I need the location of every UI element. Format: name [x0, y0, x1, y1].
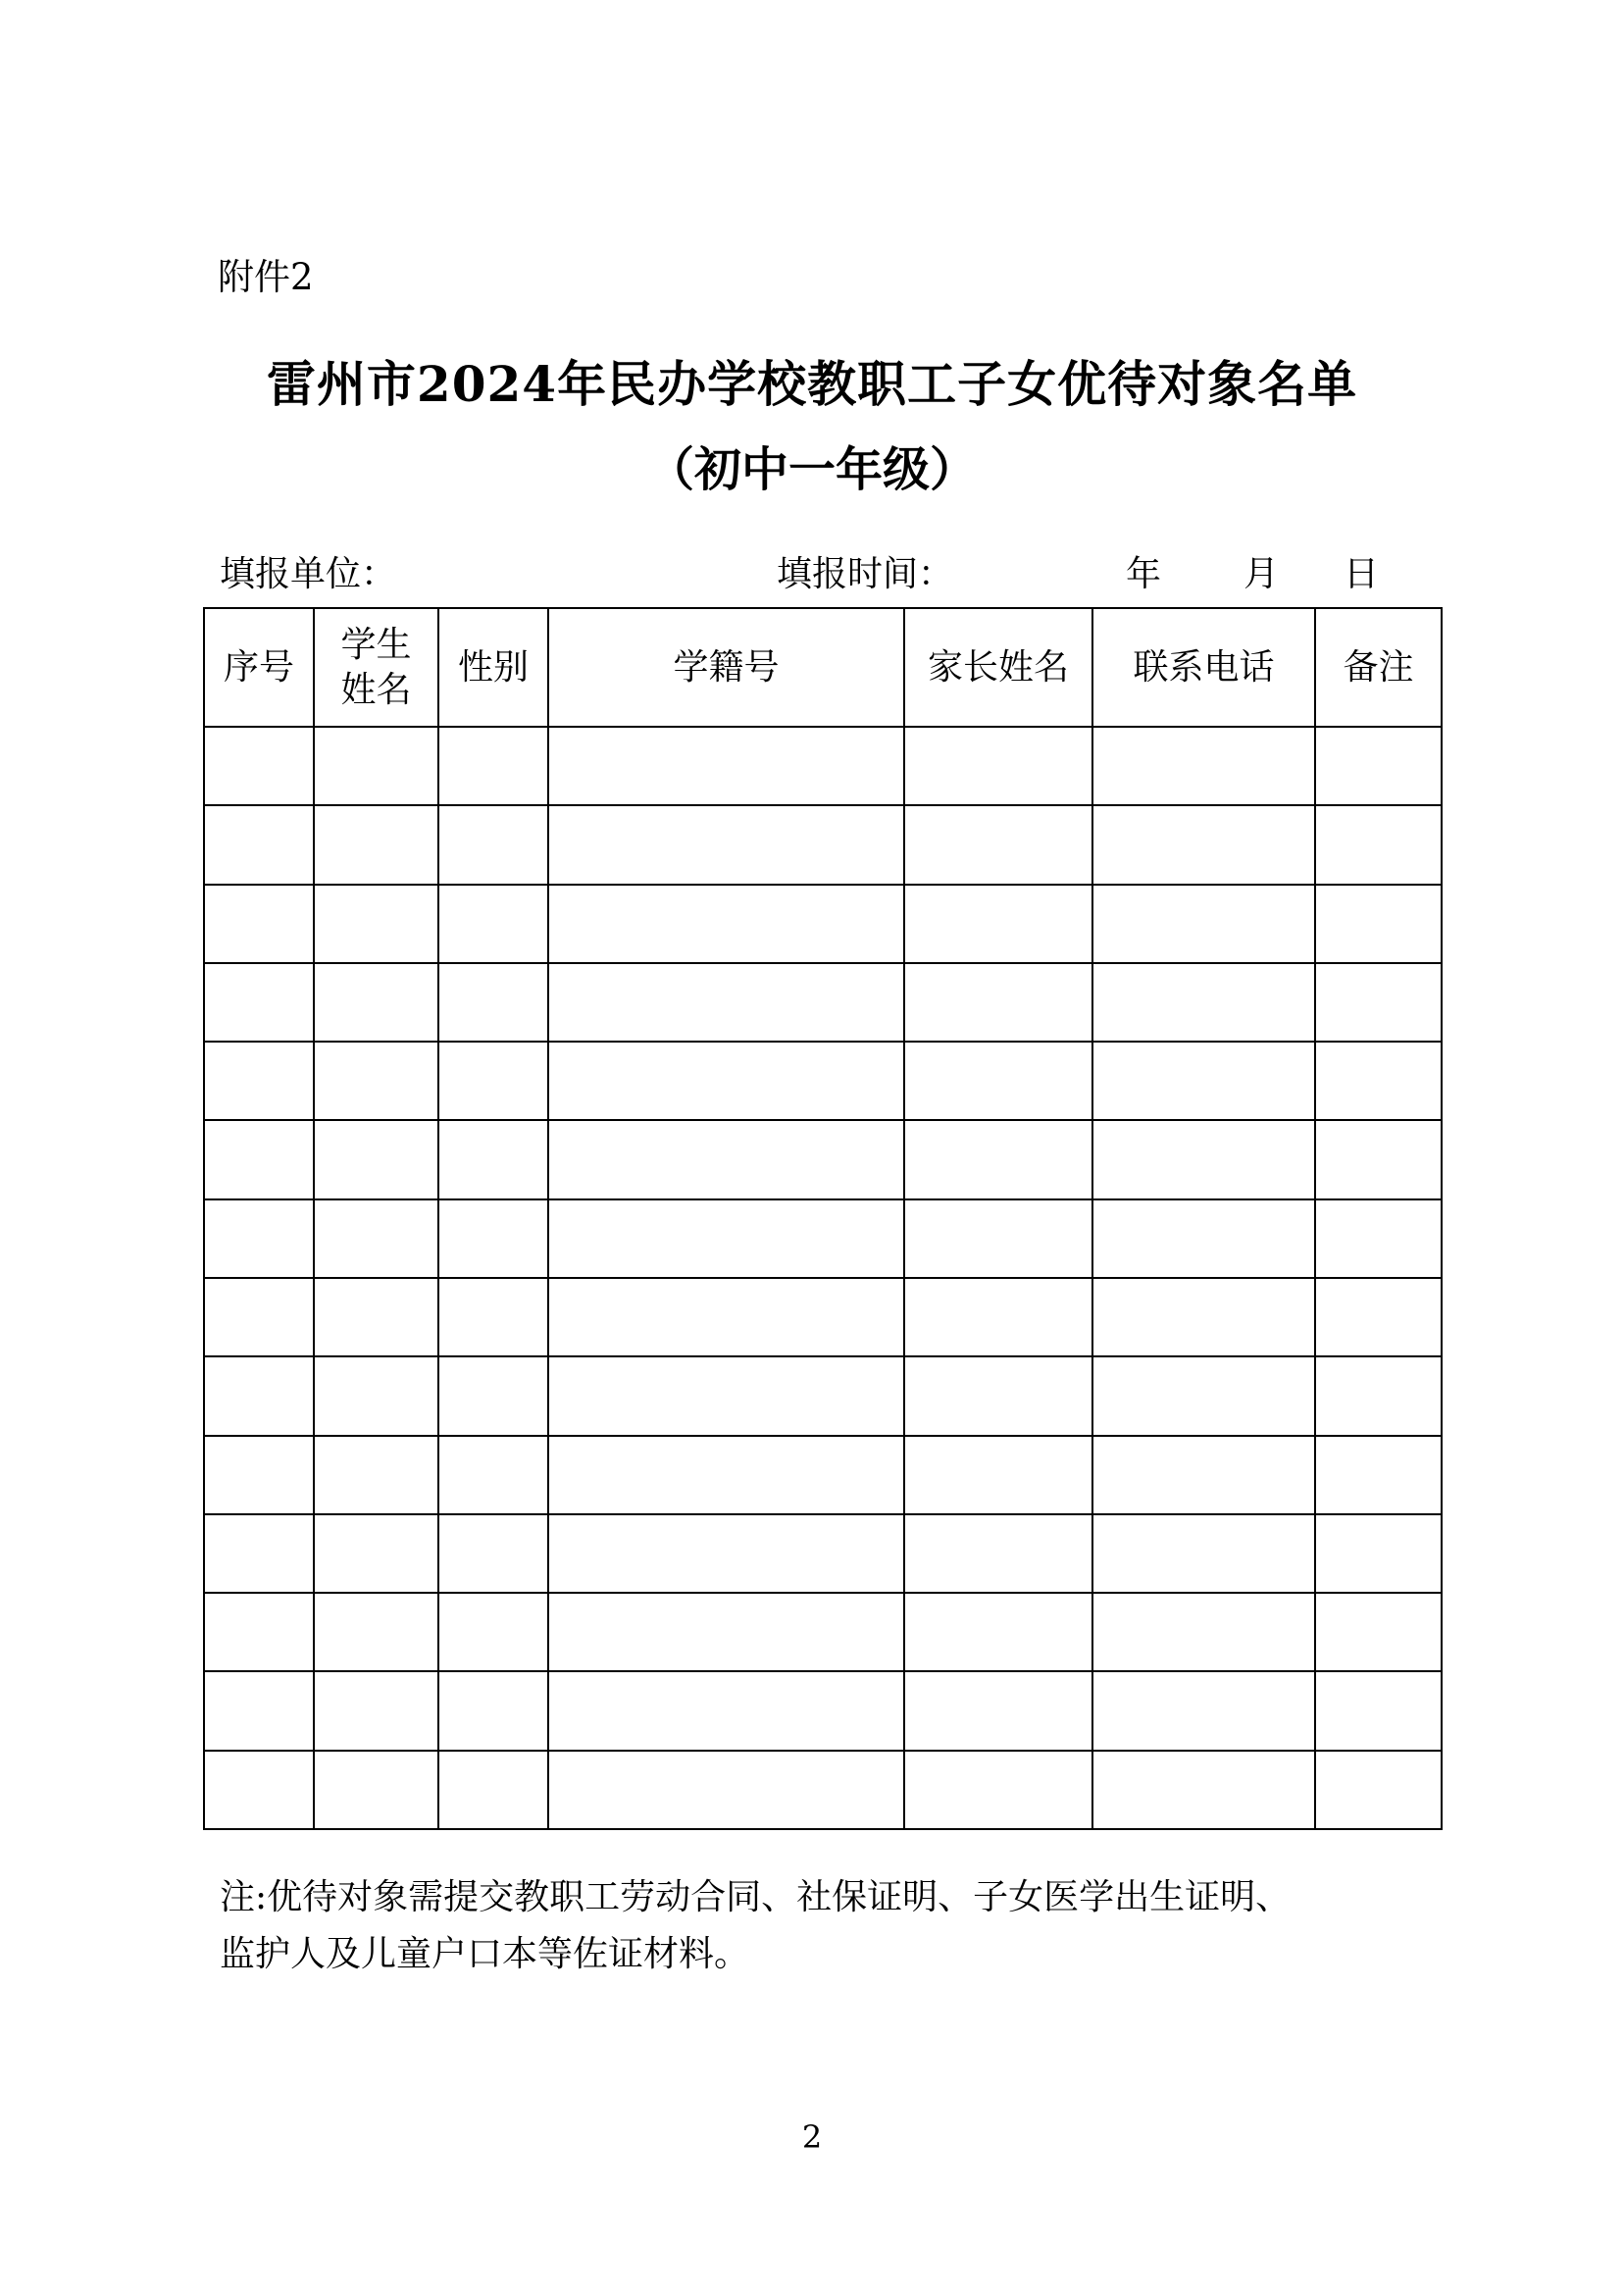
cell-gender[interactable] [438, 1751, 548, 1829]
cell-phone[interactable] [1092, 1120, 1315, 1198]
cell-phone[interactable] [1092, 963, 1315, 1042]
header-phone: 联系电话 [1092, 608, 1315, 727]
cell-student-id[interactable] [548, 1042, 904, 1120]
cell-seq[interactable] [204, 1042, 314, 1120]
cell-remarks[interactable] [1315, 1120, 1442, 1198]
cell-parent-name[interactable] [904, 1751, 1092, 1829]
cell-remarks[interactable] [1315, 1042, 1442, 1120]
cell-gender[interactable] [438, 963, 548, 1042]
cell-student-name[interactable] [314, 885, 438, 963]
cell-seq[interactable] [204, 1278, 314, 1356]
cell-seq[interactable] [204, 963, 314, 1042]
cell-seq[interactable] [204, 1671, 314, 1750]
cell-parent-name[interactable] [904, 1514, 1092, 1593]
table-row [204, 1593, 1442, 1671]
cell-parent-name[interactable] [904, 727, 1092, 805]
cell-gender[interactable] [438, 727, 548, 805]
table-row [204, 1436, 1442, 1514]
document-title: 雷州市2024年民办学校教职工子女优待对象名单 [266, 355, 1358, 413]
table-row [204, 805, 1442, 884]
fill-day-label: 日 [1344, 554, 1380, 594]
header-parent-name: 家长姓名 [904, 608, 1092, 727]
cell-remarks[interactable] [1315, 1199, 1442, 1278]
cell-student-id[interactable] [548, 1514, 904, 1593]
table-row [204, 1199, 1442, 1278]
cell-remarks[interactable] [1315, 1356, 1442, 1435]
cell-phone[interactable] [1092, 727, 1315, 805]
header-remarks: 备注 [1315, 608, 1442, 727]
cell-remarks[interactable] [1315, 1514, 1442, 1593]
cell-student-name[interactable] [314, 727, 438, 805]
cell-parent-name[interactable] [904, 1042, 1092, 1120]
cell-phone[interactable] [1092, 1042, 1315, 1120]
cell-gender[interactable] [438, 1199, 548, 1278]
cell-seq[interactable] [204, 805, 314, 884]
cell-remarks[interactable] [1315, 963, 1442, 1042]
cell-student-name[interactable] [314, 1042, 438, 1120]
cell-phone[interactable] [1092, 805, 1315, 884]
cell-seq[interactable] [204, 1514, 314, 1593]
cell-phone[interactable] [1092, 1593, 1315, 1671]
cell-parent-name[interactable] [904, 963, 1092, 1042]
cell-student-id[interactable] [548, 805, 904, 884]
cell-gender[interactable] [438, 1120, 548, 1198]
cell-remarks[interactable] [1315, 885, 1442, 963]
cell-seq[interactable] [204, 1356, 314, 1435]
cell-remarks[interactable] [1315, 1278, 1442, 1356]
roster-table [203, 607, 1443, 1830]
table-row [204, 1751, 1442, 1829]
cell-parent-name[interactable] [904, 1671, 1092, 1750]
cell-student-id[interactable] [548, 1671, 904, 1750]
cell-gender[interactable] [438, 1356, 548, 1435]
table-row [204, 1671, 1442, 1750]
cell-student-id[interactable] [548, 1751, 904, 1829]
cell-student-name[interactable] [314, 1593, 438, 1671]
fill-unit-label: 填报单位： [220, 554, 397, 594]
table-row [204, 885, 1442, 963]
cell-phone[interactable] [1092, 1751, 1315, 1829]
cell-remarks[interactable] [1315, 727, 1442, 805]
cell-student-name[interactable] [314, 1436, 438, 1514]
cell-phone[interactable] [1092, 1356, 1315, 1435]
cell-phone[interactable] [1092, 1199, 1315, 1278]
header-student-id: 学籍号 [548, 608, 904, 727]
cell-phone[interactable] [1092, 885, 1315, 963]
cell-parent-name[interactable] [904, 1120, 1092, 1198]
cell-remarks[interactable] [1315, 1593, 1442, 1671]
cell-student-name[interactable] [314, 1278, 438, 1356]
cell-seq[interactable] [204, 885, 314, 963]
cell-gender[interactable] [438, 1671, 548, 1750]
header-student-name-line2: 姓名 [340, 669, 412, 710]
cell-parent-name[interactable] [904, 1278, 1092, 1356]
cell-gender[interactable] [438, 1514, 548, 1593]
cell-seq[interactable] [204, 1199, 314, 1278]
document-subtitle: （初中一年级） [646, 442, 977, 497]
cell-seq[interactable] [204, 727, 314, 805]
table-row [204, 1042, 1442, 1120]
header-student-name-line1: 学生 [340, 624, 412, 665]
table-row [204, 1356, 1442, 1435]
cell-parent-name[interactable] [904, 1199, 1092, 1278]
table-body [204, 727, 1442, 1829]
table-row [204, 1120, 1442, 1198]
table-row [204, 963, 1442, 1042]
cell-student-id[interactable] [548, 963, 904, 1042]
cell-parent-name[interactable] [904, 1356, 1092, 1435]
cell-student-name[interactable] [314, 963, 438, 1042]
cell-gender[interactable] [438, 885, 548, 963]
cell-student-name[interactable] [314, 1671, 438, 1750]
cell-student-id[interactable] [548, 1436, 904, 1514]
cell-remarks[interactable] [1315, 1436, 1442, 1514]
cell-seq[interactable] [204, 1593, 314, 1671]
cell-student-name[interactable] [314, 1751, 438, 1829]
cell-student-name[interactable] [314, 1120, 438, 1198]
footnote-line-1: 注:优待对象需提交教职工劳动合同、社保证明、子女医学出生证明、 [220, 1877, 1292, 1917]
cell-phone[interactable] [1092, 1514, 1315, 1593]
cell-gender[interactable] [438, 1436, 548, 1514]
cell-student-id[interactable] [548, 885, 904, 963]
cell-parent-name[interactable] [904, 805, 1092, 884]
cell-student-id[interactable] [548, 1356, 904, 1435]
cell-seq[interactable] [204, 1120, 314, 1198]
table-row [204, 1514, 1442, 1593]
fill-time-label: 填报时间： [777, 554, 954, 594]
footnote [220, 1869, 1446, 1983]
page-number: 2 [801, 2118, 823, 2156]
cell-seq[interactable] [204, 1751, 314, 1829]
header-seq: 序号 [204, 608, 314, 727]
cell-seq[interactable] [204, 1436, 314, 1514]
cell-student-id[interactable] [548, 727, 904, 805]
cell-gender[interactable] [438, 1278, 548, 1356]
fill-year-label: 年 [1126, 554, 1162, 594]
cell-remarks[interactable] [1315, 1671, 1442, 1750]
header-student-name [314, 608, 438, 727]
attachment-label: 附件2 [218, 256, 314, 298]
cell-parent-name[interactable] [904, 1436, 1092, 1514]
cell-remarks[interactable] [1315, 1751, 1442, 1829]
cell-phone[interactable] [1092, 1436, 1315, 1514]
cell-student-id[interactable] [548, 1278, 904, 1356]
cell-phone[interactable] [1092, 1278, 1315, 1356]
cell-gender[interactable] [438, 805, 548, 884]
table-row [204, 1278, 1442, 1356]
cell-gender[interactable] [438, 1042, 548, 1120]
cell-parent-name[interactable] [904, 1593, 1092, 1671]
cell-student-id[interactable] [548, 1593, 904, 1671]
cell-student-name[interactable] [314, 805, 438, 884]
cell-student-name[interactable] [314, 1514, 438, 1593]
cell-parent-name[interactable] [904, 885, 1092, 963]
cell-student-id[interactable] [548, 1199, 904, 1278]
footnote-line-2: 监护人及儿童户口本等佐证材料。 [220, 1934, 750, 1974]
cell-student-name[interactable] [314, 1199, 438, 1278]
cell-student-name[interactable] [314, 1356, 438, 1435]
header-gender: 性别 [438, 608, 548, 727]
cell-phone[interactable] [1092, 1671, 1315, 1750]
cell-remarks[interactable] [1315, 805, 1442, 884]
fill-month-label: 月 [1243, 554, 1280, 594]
cell-student-id[interactable] [548, 1120, 904, 1198]
table-row [204, 727, 1442, 805]
table-header-row [204, 608, 1442, 727]
cell-gender[interactable] [438, 1593, 548, 1671]
